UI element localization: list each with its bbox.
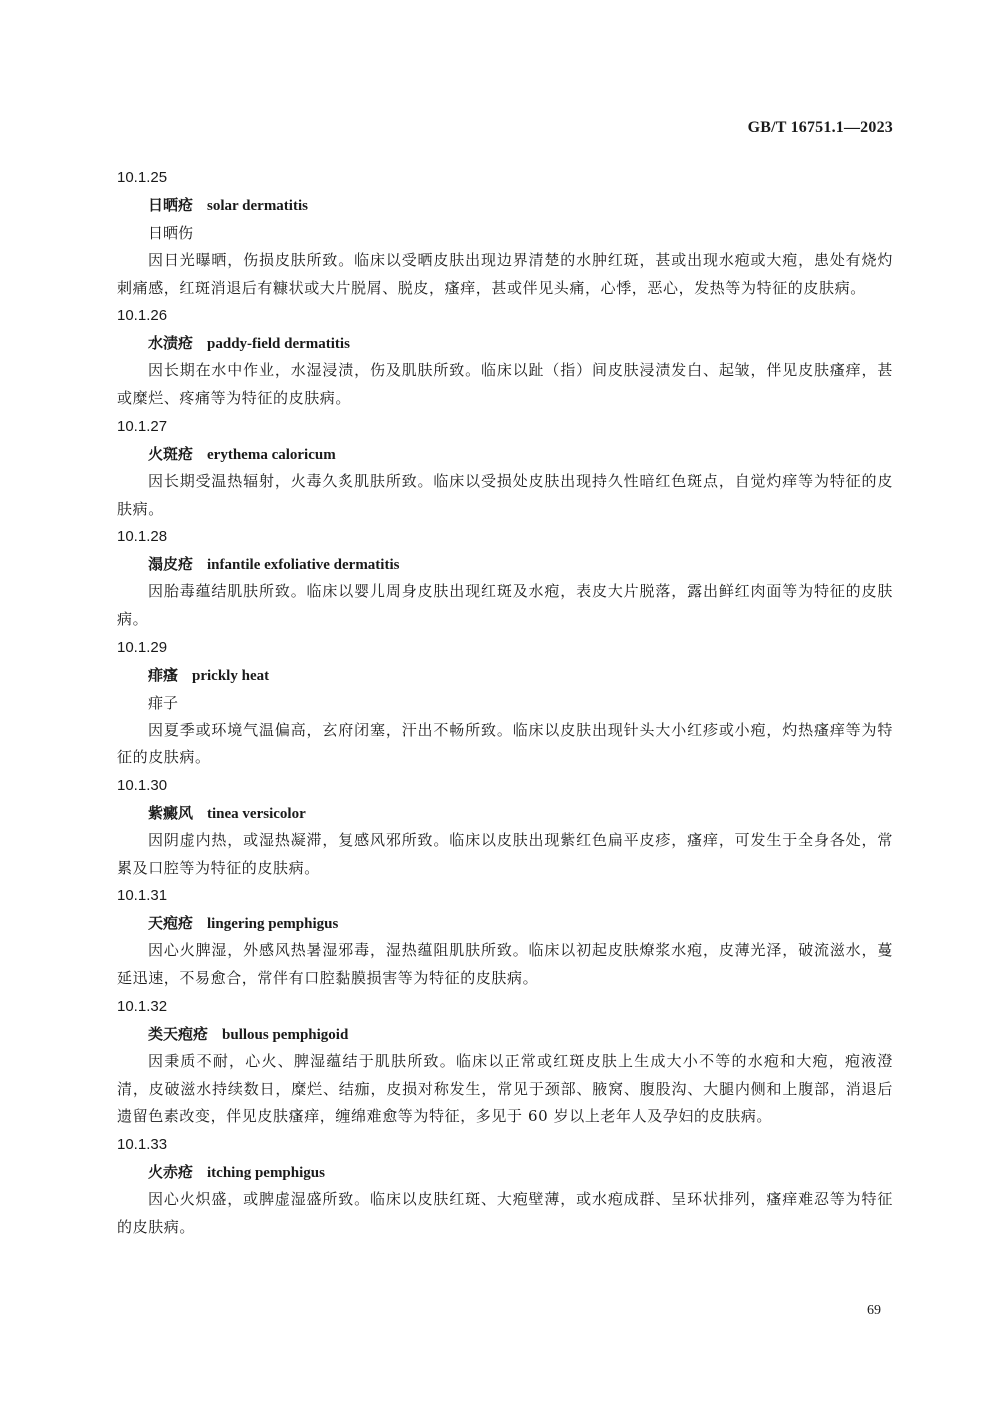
term-definition: 因阴虚内热，或湿热凝滞，复感风邪所致。临床以皮肤出现紫红色扁平皮疹，瘙痒，可发生于全身各处，常累及口腔等为特征的皮肤病。 <box>117 831 893 877</box>
term-english: tinea versicolor <box>207 806 306 823</box>
term-chinese: 紫癜风 <box>148 804 194 823</box>
term-definition: 因夏季或环境气温偏高，玄府闭塞，汗出不畅所致。临床以皮肤出现针头大小红疹或小疱，灼热瘙痒等为特征的皮肤病。 <box>117 720 893 767</box>
entry-number: 10.1.31 <box>117 887 168 905</box>
term-entry <box>117 772 893 882</box>
term-synonym: 日晒伤 <box>148 224 194 242</box>
term-chinese: 日晒疮 <box>148 196 194 214</box>
term-definition: 因心火脾湿，外感风热暑湿邪毒，湿热蕴阻肌肤所致。临床以初起皮肤燎浆水疱，皮薄光泽，破流滋水，蔓延迅速，不易愈合，常伴有口腔黏膜损害等为特征的皮肤病。 <box>117 941 893 988</box>
term-chinese: 类天疱疮 <box>148 1024 209 1043</box>
term-english: paddy-field dermatitis <box>207 336 350 353</box>
entry-number: 10.1.28 <box>117 528 168 546</box>
term-definition: 因胎毒蕴结肌肤所致。临床以婴儿周身皮肤出现红斑及水疱，表皮大片脱落，露出鲜红肉面等为特征的皮肤病。 <box>117 582 893 628</box>
term-heading <box>117 1021 893 1048</box>
term-entry <box>117 523 893 633</box>
term-entry <box>117 164 893 302</box>
term-english: prickly heat <box>192 667 270 684</box>
term-heading <box>117 662 893 689</box>
entry-number: 10.1.26 <box>117 307 168 325</box>
term-heading <box>117 551 893 578</box>
term-definition: 因秉质不耐，心火、脾湿蕴结于肌肤所致。临床以正常或红斑皮肤上生成大小不等的水疱和大疱，疱液澄清，皮破滋水持续数日，糜烂、结痂，皮损对称发生，常见于颈部、腋窝、腹股沟、大腿内侧和上腹部，消退后遗留色素改变，伴见皮肤瘙痒，缠绵难愈等为特征，多见于 60 岁以上老年人及孕妇的皮肤病。 <box>117 1051 893 1126</box>
term-entry <box>117 302 893 412</box>
term-english: bullous pemphigoid <box>222 1026 349 1043</box>
term-entry <box>117 634 893 772</box>
term-synonym: 痱子 <box>148 693 179 712</box>
entry-number: 10.1.30 <box>117 777 168 795</box>
term-heading <box>117 910 893 937</box>
term-entry <box>117 413 893 523</box>
term-chinese: 火斑疮 <box>148 444 194 463</box>
entry-number: 10.1.25 <box>117 169 168 186</box>
entries-body <box>117 164 893 1241</box>
term-chinese: 天疱疮 <box>148 914 194 933</box>
entry-number: 10.1.27 <box>117 417 168 435</box>
term-definition: 因心火炽盛，或脾虚湿盛所致。临床以皮肤红斑、大疱壁薄，或水疱成群、呈环状排列，瘙痒难忍等为特征的皮肤病。 <box>117 1189 893 1236</box>
term-chinese: 溻皮疮 <box>148 555 194 574</box>
term-entry <box>117 1131 893 1241</box>
term-heading <box>117 330 893 357</box>
entry-number: 10.1.29 <box>117 638 168 656</box>
term-definition: 因长期在水中作业，水湿浸渍，伤及肌肤所致。临床以趾（指）间皮肤浸渍发白、起皱，伴见皮肤瘙痒，甚或糜烂、疼痛等为特征的皮肤病。 <box>117 361 893 408</box>
term-heading <box>117 800 893 827</box>
term-chinese: 火赤疮 <box>148 1162 194 1181</box>
term-english: solar dermatitis <box>207 198 308 214</box>
entry-number: 10.1.33 <box>117 1135 168 1153</box>
entry-number: 10.1.32 <box>117 997 168 1015</box>
term-definition: 因日光曝晒，伤损皮肤所致。临床以受晒皮肤出现边界清楚的水肿红斑，甚或出现水疱或大疱，患处有烧灼刺痛感，红斑消退后有糠状或大片脱屑、脱皮，瘙痒，甚或伴见头痛，心悸，恶心，发热等为特征的皮肤病。 <box>117 251 893 297</box>
term-heading <box>117 1159 893 1186</box>
term-entry <box>117 882 893 992</box>
term-english: erythema caloricum <box>207 446 336 463</box>
term-english: infantile exfoliative dermatitis <box>207 557 400 574</box>
standard-code-header: GB/T 16751.1—2023 <box>747 119 893 136</box>
term-heading <box>117 192 893 219</box>
term-definition: 因长期受温热辐射，火毒久炙肌肤所致。临床以受损处皮肤出现持久性暗红色斑点，自觉灼痒等为特征的皮肤病。 <box>117 471 893 518</box>
page-number: 69 <box>867 1303 881 1318</box>
term-english: itching pemphigus <box>207 1164 325 1181</box>
term-chinese: 痱瘙 <box>148 665 179 684</box>
term-english: lingering pemphigus <box>207 916 339 933</box>
term-entry <box>117 993 893 1131</box>
term-heading <box>117 441 893 468</box>
term-chinese: 水渍疮 <box>148 334 194 353</box>
